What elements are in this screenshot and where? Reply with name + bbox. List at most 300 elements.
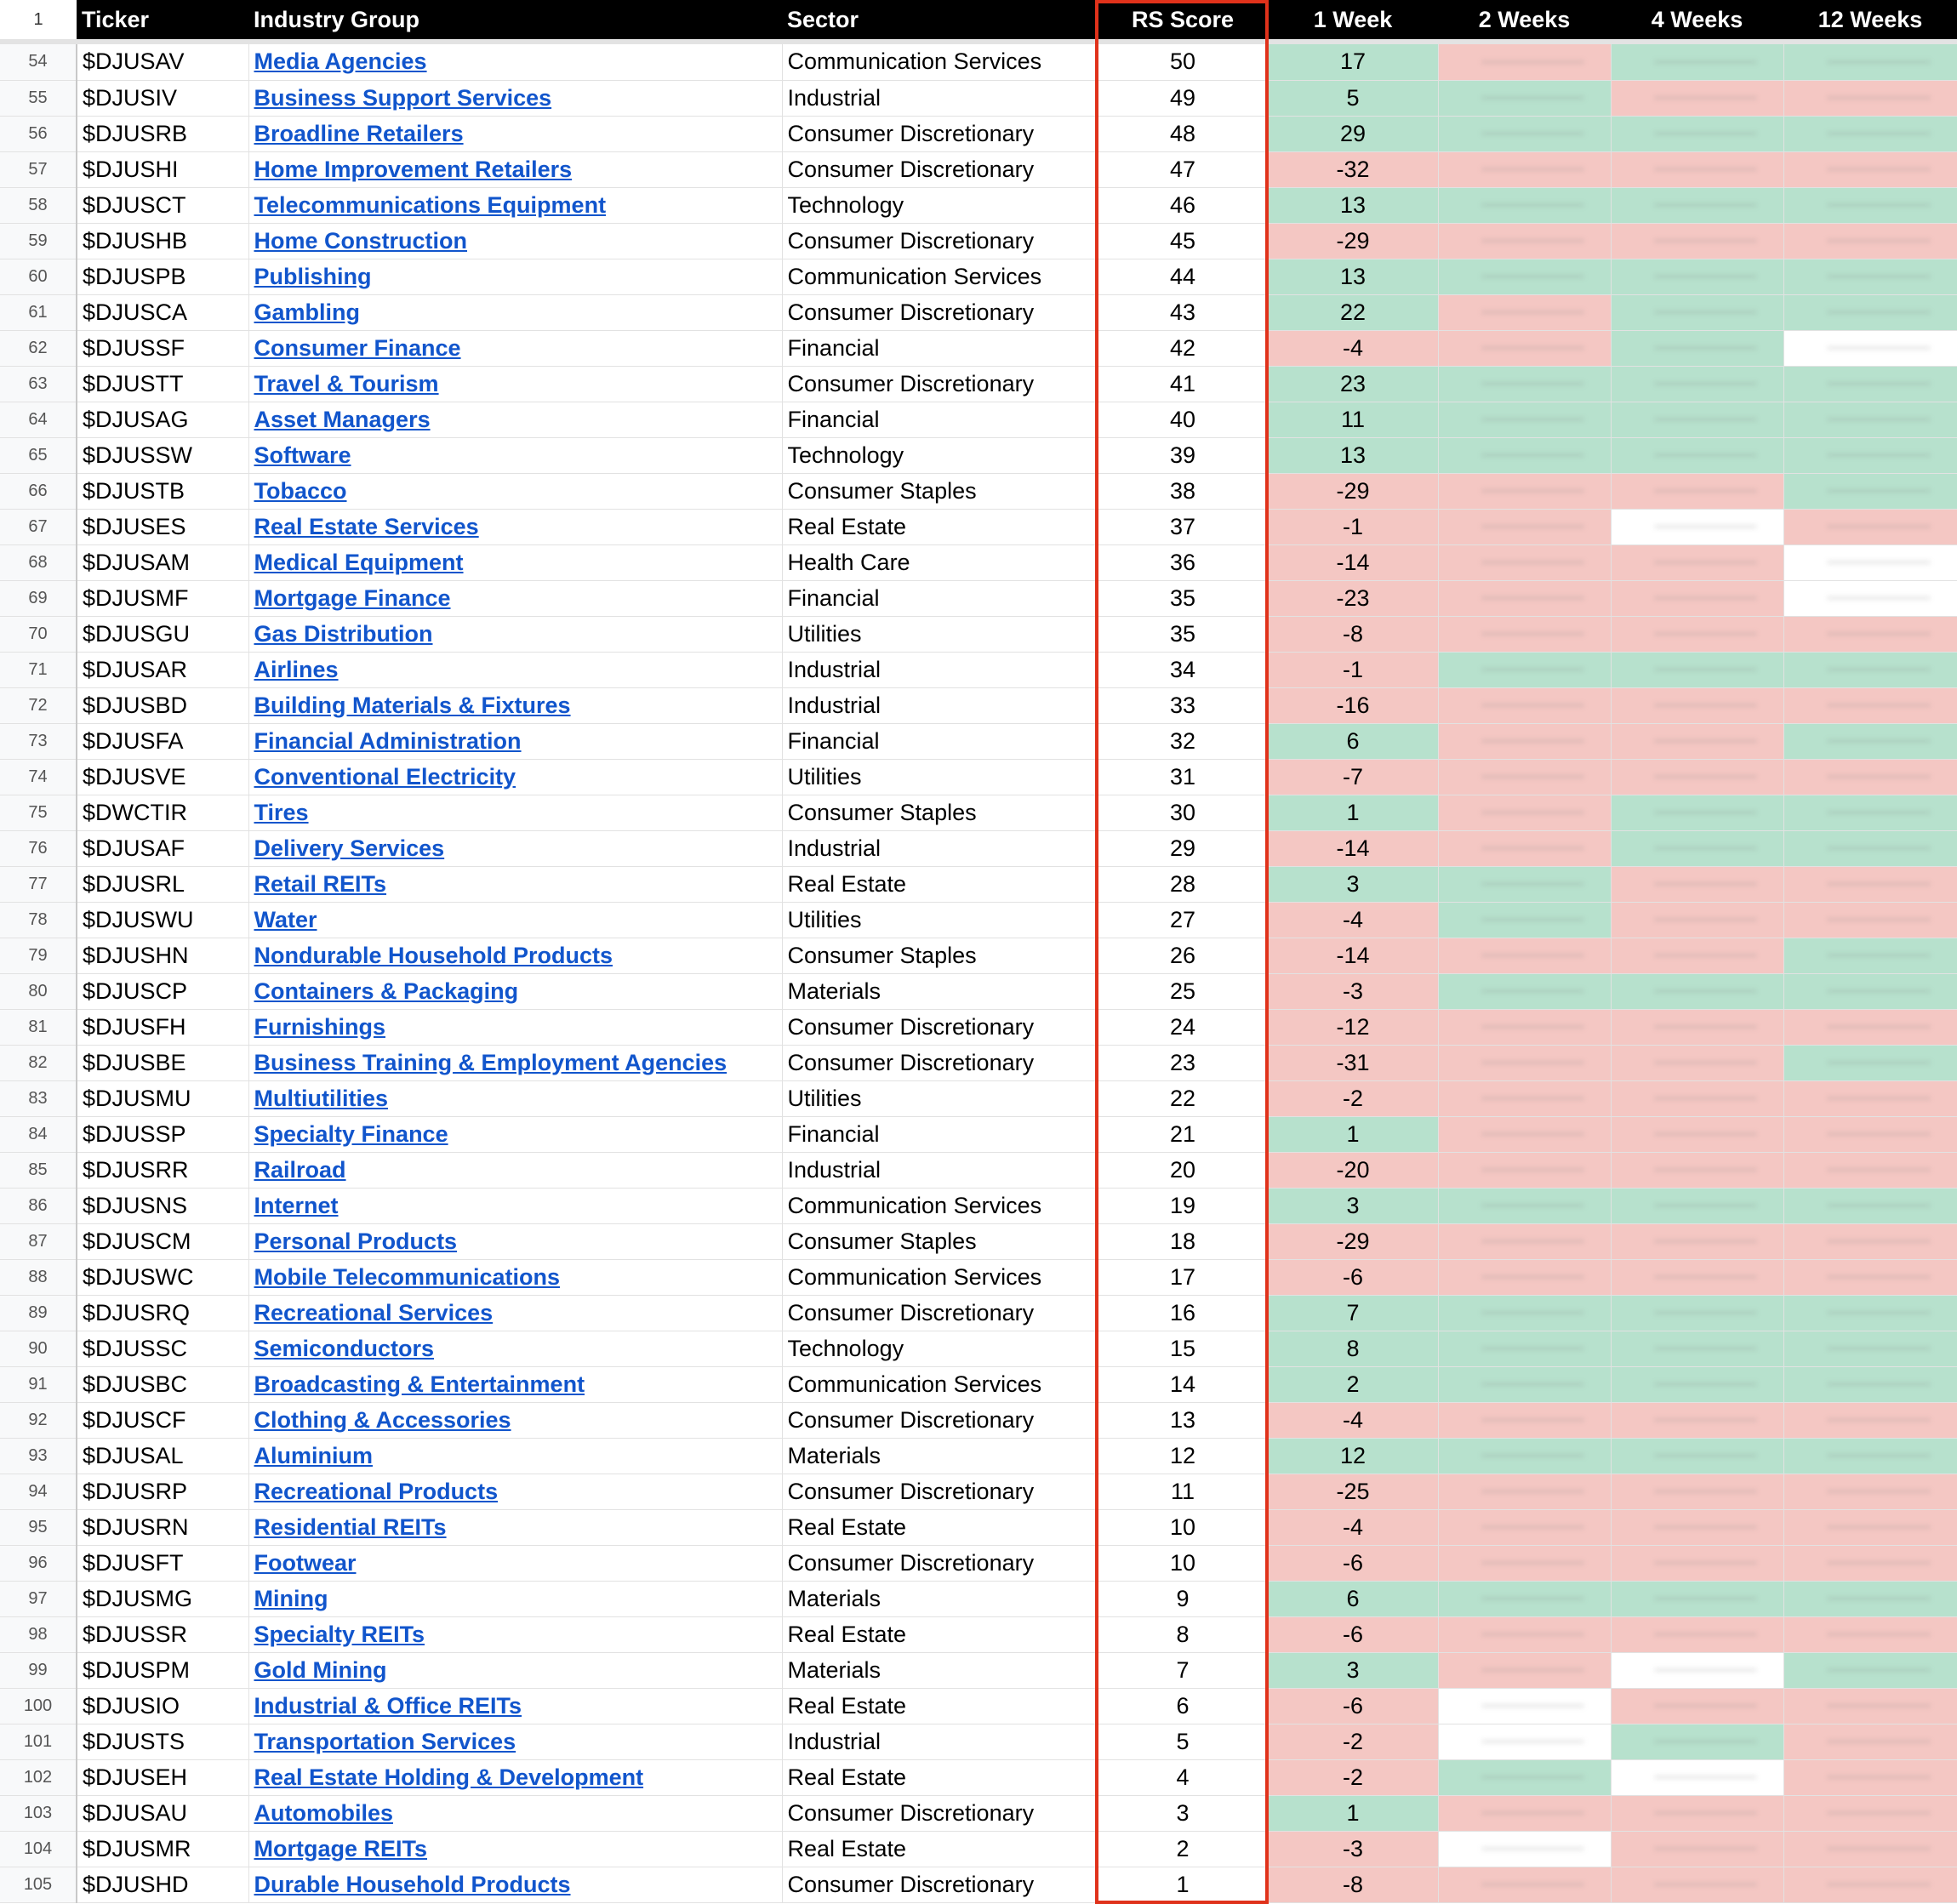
table-row[interactable] [0,259,1957,294]
ticker-cell[interactable]: $DJUSSC [77,1331,248,1366]
twelve-weeks-cell[interactable] [1783,1259,1957,1295]
one-week-cell[interactable]: -8 [1268,1867,1438,1902]
ticker-cell[interactable]: $DJUSRP [77,1474,248,1509]
twelve-weeks-cell[interactable] [1783,509,1957,544]
row-number[interactable]: 73 [0,723,77,759]
rs-score-cell[interactable]: 44 [1098,259,1268,294]
sector-cell[interactable]: Consumer Discretionary [782,1867,1098,1902]
ticker-cell[interactable]: $DJUSWU [77,902,248,938]
twelve-weeks-cell[interactable] [1783,80,1957,116]
industry-group-cell[interactable] [248,1402,782,1438]
ticker-cell[interactable]: $DJUSCA [77,294,248,330]
twelve-weeks-cell[interactable] [1783,473,1957,509]
one-week-cell[interactable]: -4 [1268,1509,1438,1545]
industry-group-cell[interactable] [248,1331,782,1366]
two-weeks-cell[interactable] [1438,1080,1611,1116]
industry-group-cell[interactable] [248,973,782,1009]
four-weeks-cell[interactable] [1611,1080,1783,1116]
industry-group-link[interactable]: Home Improvement Retailers [254,156,573,182]
table-row[interactable] [0,938,1957,973]
row-number[interactable]: 56 [0,116,77,151]
row-number[interactable]: 99 [0,1652,77,1688]
industry-group-link[interactable]: Semiconductors [254,1335,435,1361]
twelve-weeks-cell[interactable] [1783,1795,1957,1831]
table-row[interactable] [0,795,1957,830]
row-number[interactable]: 105 [0,1867,77,1902]
table-row[interactable] [0,1331,1957,1366]
twelve-weeks-cell[interactable] [1783,44,1957,80]
two-weeks-cell[interactable] [1438,366,1611,402]
ticker-cell[interactable]: $DJUSHD [77,1867,248,1902]
twelve-weeks-cell[interactable] [1783,652,1957,687]
industry-group-cell[interactable] [248,1867,782,1902]
table-row[interactable] [0,1616,1957,1652]
industry-group-cell[interactable] [248,938,782,973]
column-header-sector[interactable]: Sector [782,0,1098,39]
one-week-cell[interactable]: 13 [1268,437,1438,473]
table-row[interactable] [0,1366,1957,1402]
rs-score-cell[interactable]: 25 [1098,973,1268,1009]
industry-group-link[interactable]: Gambling [254,299,361,325]
row-number[interactable]: 70 [0,616,77,652]
four-weeks-cell[interactable] [1611,1152,1783,1188]
industry-group-link[interactable]: Aluminium [254,1442,373,1468]
industry-group-cell[interactable] [248,544,782,580]
two-weeks-cell[interactable] [1438,830,1611,866]
one-week-cell[interactable]: 3 [1268,866,1438,902]
ticker-cell[interactable]: $DJUSTS [77,1724,248,1759]
industry-group-cell[interactable] [248,616,782,652]
row-number[interactable]: 88 [0,1259,77,1295]
twelve-weeks-cell[interactable] [1783,151,1957,187]
four-weeks-cell[interactable] [1611,1259,1783,1295]
row-number[interactable]: 96 [0,1545,77,1581]
table-row[interactable] [0,830,1957,866]
four-weeks-cell[interactable] [1611,80,1783,116]
sector-cell[interactable]: Consumer Discretionary [782,1545,1098,1581]
rs-score-cell[interactable]: 9 [1098,1581,1268,1616]
table-row[interactable] [0,1795,1957,1831]
table-row[interactable] [0,473,1957,509]
two-weeks-cell[interactable] [1438,1438,1611,1474]
one-week-cell[interactable]: -23 [1268,580,1438,616]
twelve-weeks-cell[interactable] [1783,1867,1957,1902]
twelve-weeks-cell[interactable] [1783,795,1957,830]
twelve-weeks-cell[interactable] [1783,1581,1957,1616]
sector-cell[interactable]: Utilities [782,902,1098,938]
industry-group-link[interactable]: Tires [254,799,309,825]
sector-cell[interactable]: Utilities [782,759,1098,795]
twelve-weeks-cell[interactable] [1783,1652,1957,1688]
row-number[interactable]: 61 [0,294,77,330]
row-number[interactable]: 80 [0,973,77,1009]
sector-cell[interactable]: Consumer Discretionary [782,1795,1098,1831]
ticker-cell[interactable]: $DJUSCM [77,1223,248,1259]
rs-score-cell[interactable]: 42 [1098,330,1268,366]
two-weeks-cell[interactable] [1438,1223,1611,1259]
rs-score-cell[interactable]: 33 [1098,687,1268,723]
four-weeks-cell[interactable] [1611,759,1783,795]
four-weeks-cell[interactable] [1611,1223,1783,1259]
industry-group-cell[interactable] [248,1545,782,1581]
industry-group-link[interactable]: Gold Mining [254,1656,387,1683]
industry-group-link[interactable]: Recreational Services [254,1299,494,1325]
table-row[interactable] [0,652,1957,687]
four-weeks-cell[interactable] [1611,509,1783,544]
ticker-cell[interactable]: $DJUSFA [77,723,248,759]
industry-group-link[interactable]: Travel & Tourism [254,370,439,396]
sector-cell[interactable]: Industrial [782,1152,1098,1188]
table-row[interactable] [0,437,1957,473]
row-number[interactable]: 97 [0,1581,77,1616]
two-weeks-cell[interactable] [1438,259,1611,294]
row-number[interactable]: 104 [0,1831,77,1867]
sector-cell[interactable]: Industrial [782,652,1098,687]
industry-group-cell[interactable] [248,1616,782,1652]
one-week-cell[interactable]: 1 [1268,1795,1438,1831]
sector-cell[interactable]: Financial [782,1116,1098,1152]
sector-cell[interactable]: Consumer Discretionary [782,1402,1098,1438]
ticker-cell[interactable]: $DJUSNS [77,1188,248,1223]
two-weeks-cell[interactable] [1438,44,1611,80]
row-number[interactable]: 95 [0,1509,77,1545]
ticker-cell[interactable]: $DJUSAM [77,544,248,580]
twelve-weeks-cell[interactable] [1783,1616,1957,1652]
industry-group-link[interactable]: Building Materials & Fixtures [254,692,571,718]
four-weeks-cell[interactable] [1611,1724,1783,1759]
industry-group-link[interactable]: Automobiles [254,1799,394,1826]
ticker-cell[interactable]: $DJUSCT [77,187,248,223]
industry-group-cell[interactable] [248,437,782,473]
two-weeks-cell[interactable] [1438,1295,1611,1331]
ticker-cell[interactable]: $DJUSEH [77,1759,248,1795]
ticker-cell[interactable]: $DJUSAL [77,1438,248,1474]
sector-cell[interactable]: Consumer Discretionary [782,151,1098,187]
column-header-4-weeks[interactable]: 4 Weeks [1611,0,1783,39]
one-week-cell[interactable]: 1 [1268,1116,1438,1152]
ticker-cell[interactable]: $DJUSRB [77,116,248,151]
row-number[interactable]: 90 [0,1331,77,1366]
industry-group-cell[interactable] [248,1438,782,1474]
one-week-cell[interactable]: 23 [1268,366,1438,402]
industry-group-cell[interactable] [248,1009,782,1045]
industry-group-cell[interactable] [248,259,782,294]
industry-group-link[interactable]: Airlines [254,656,339,682]
industry-group-cell[interactable] [248,366,782,402]
sector-cell[interactable]: Technology [782,187,1098,223]
industry-group-cell[interactable] [248,1223,782,1259]
industry-group-link[interactable]: Business Training & Employment Agencies [254,1049,727,1075]
row-number[interactable]: 79 [0,938,77,973]
twelve-weeks-cell[interactable] [1783,330,1957,366]
rs-score-cell[interactable]: 34 [1098,652,1268,687]
four-weeks-cell[interactable] [1611,1759,1783,1795]
sector-cell[interactable]: Communication Services [782,259,1098,294]
industry-group-cell[interactable] [248,509,782,544]
four-weeks-cell[interactable] [1611,223,1783,259]
sector-cell[interactable]: Consumer Discretionary [782,1474,1098,1509]
four-weeks-cell[interactable] [1611,580,1783,616]
one-week-cell[interactable]: 22 [1268,294,1438,330]
two-weeks-cell[interactable] [1438,1009,1611,1045]
twelve-weeks-cell[interactable] [1783,1080,1957,1116]
one-week-cell[interactable]: -2 [1268,1080,1438,1116]
twelve-weeks-cell[interactable] [1783,437,1957,473]
rs-score-cell[interactable]: 23 [1098,1045,1268,1080]
rs-score-cell[interactable]: 35 [1098,580,1268,616]
four-weeks-cell[interactable] [1611,116,1783,151]
industry-group-cell[interactable] [248,866,782,902]
row-number[interactable]: 57 [0,151,77,187]
rs-score-cell[interactable]: 35 [1098,616,1268,652]
row-number[interactable]: 75 [0,795,77,830]
sector-cell[interactable]: Consumer Staples [782,473,1098,509]
row-number[interactable]: 85 [0,1152,77,1188]
two-weeks-cell[interactable] [1438,509,1611,544]
industry-group-link[interactable]: Media Agencies [254,48,427,75]
four-weeks-cell[interactable] [1611,902,1783,938]
one-week-cell[interactable]: -29 [1268,223,1438,259]
industry-group-cell[interactable] [248,1116,782,1152]
twelve-weeks-cell[interactable] [1783,1152,1957,1188]
industry-group-link[interactable]: Home Construction [254,227,468,254]
industry-group-link[interactable]: Containers & Packaging [254,978,519,1004]
table-row[interactable] [0,1831,1957,1867]
industry-group-cell[interactable] [248,187,782,223]
two-weeks-cell[interactable] [1438,759,1611,795]
row-number[interactable]: 77 [0,866,77,902]
industry-group-link[interactable]: Durable Household Products [254,1871,571,1897]
twelve-weeks-cell[interactable] [1783,1509,1957,1545]
industry-group-cell[interactable] [248,294,782,330]
sector-cell[interactable]: Consumer Staples [782,938,1098,973]
ticker-cell[interactable]: $DJUSAU [77,1795,248,1831]
sector-cell[interactable]: Consumer Discretionary [782,366,1098,402]
ticker-cell[interactable]: $DJUSRQ [77,1295,248,1331]
industry-group-link[interactable]: Delivery Services [254,835,445,861]
industry-group-link[interactable]: Real Estate Holding & Development [254,1764,644,1790]
industry-group-link[interactable]: Tobacco [254,477,347,504]
one-week-cell[interactable]: -8 [1268,616,1438,652]
four-weeks-cell[interactable] [1611,1009,1783,1045]
twelve-weeks-cell[interactable] [1783,259,1957,294]
row-number[interactable]: 66 [0,473,77,509]
row-number[interactable]: 100 [0,1688,77,1724]
sector-cell[interactable]: Materials [782,1652,1098,1688]
rs-score-cell[interactable]: 37 [1098,509,1268,544]
ticker-cell[interactable]: $DJUSFT [77,1545,248,1581]
four-weeks-cell[interactable] [1611,652,1783,687]
industry-group-cell[interactable] [248,1581,782,1616]
four-weeks-cell[interactable] [1611,1581,1783,1616]
four-weeks-cell[interactable] [1611,473,1783,509]
four-weeks-cell[interactable] [1611,1438,1783,1474]
ticker-cell[interactable]: $DJUSMF [77,580,248,616]
industry-group-link[interactable]: Railroad [254,1156,346,1183]
table-row[interactable] [0,1080,1957,1116]
one-week-cell[interactable]: -1 [1268,652,1438,687]
four-weeks-cell[interactable] [1611,1295,1783,1331]
two-weeks-cell[interactable] [1438,1545,1611,1581]
one-week-cell[interactable]: 13 [1268,187,1438,223]
four-weeks-cell[interactable] [1611,1045,1783,1080]
industry-group-cell[interactable] [248,1152,782,1188]
industry-group-cell[interactable] [248,330,782,366]
rs-score-cell[interactable]: 48 [1098,116,1268,151]
rs-score-cell[interactable]: 18 [1098,1223,1268,1259]
industry-group-cell[interactable] [248,830,782,866]
one-week-cell[interactable]: -6 [1268,1545,1438,1581]
industry-group-cell[interactable] [248,902,782,938]
rs-score-cell[interactable]: 24 [1098,1009,1268,1045]
four-weeks-cell[interactable] [1611,294,1783,330]
rs-score-cell[interactable]: 27 [1098,902,1268,938]
two-weeks-cell[interactable] [1438,223,1611,259]
two-weeks-cell[interactable] [1438,330,1611,366]
two-weeks-cell[interactable] [1438,723,1611,759]
rs-score-cell[interactable]: 19 [1098,1188,1268,1223]
one-week-cell[interactable]: 6 [1268,723,1438,759]
sector-cell[interactable]: Consumer Discretionary [782,1045,1098,1080]
industry-group-cell[interactable] [248,1831,782,1867]
one-week-cell[interactable]: -4 [1268,1402,1438,1438]
ticker-cell[interactable]: $DJUSHB [77,223,248,259]
industry-group-link[interactable]: Conventional Electricity [254,763,516,790]
industry-group-link[interactable]: Broadline Retailers [254,120,464,146]
industry-group-link[interactable]: Retail REITs [254,870,387,897]
industry-group-link[interactable]: Mortgage Finance [254,584,451,611]
one-week-cell[interactable]: 5 [1268,80,1438,116]
rs-score-cell[interactable]: 38 [1098,473,1268,509]
four-weeks-cell[interactable] [1611,1831,1783,1867]
sector-cell[interactable]: Industrial [782,1724,1098,1759]
table-row[interactable] [0,187,1957,223]
row-number[interactable]: 69 [0,580,77,616]
four-weeks-cell[interactable] [1611,795,1783,830]
industry-group-cell[interactable] [248,1366,782,1402]
one-week-cell[interactable]: -3 [1268,1831,1438,1867]
one-week-cell[interactable]: -6 [1268,1688,1438,1724]
two-weeks-cell[interactable] [1438,1188,1611,1223]
table-row[interactable] [0,1223,1957,1259]
row-number[interactable]: 103 [0,1795,77,1831]
ticker-cell[interactable]: $DJUSPB [77,259,248,294]
ticker-cell[interactable]: $DJUSCF [77,1402,248,1438]
industry-group-link[interactable]: Specialty REITs [254,1621,425,1647]
four-weeks-cell[interactable] [1611,687,1783,723]
ticker-cell[interactable]: $DJUSHI [77,151,248,187]
ticker-cell[interactable]: $DJUSAV [77,44,248,80]
two-weeks-cell[interactable] [1438,1724,1611,1759]
table-row[interactable] [0,1009,1957,1045]
ticker-cell[interactable]: $DJUSWC [77,1259,248,1295]
sector-cell[interactable]: Utilities [782,616,1098,652]
four-weeks-cell[interactable] [1611,402,1783,437]
two-weeks-cell[interactable] [1438,1259,1611,1295]
sector-cell[interactable]: Technology [782,1331,1098,1366]
twelve-weeks-cell[interactable] [1783,866,1957,902]
sector-cell[interactable]: Communication Services [782,44,1098,80]
ticker-cell[interactable]: $DJUSRN [77,1509,248,1545]
two-weeks-cell[interactable] [1438,437,1611,473]
industry-group-link[interactable]: Real Estate Services [254,513,479,539]
rs-score-cell[interactable]: 6 [1098,1688,1268,1724]
sector-cell[interactable]: Communication Services [782,1259,1098,1295]
twelve-weeks-cell[interactable] [1783,223,1957,259]
two-weeks-cell[interactable] [1438,544,1611,580]
one-week-cell[interactable]: 6 [1268,1581,1438,1616]
rs-score-cell[interactable]: 8 [1098,1616,1268,1652]
row-number[interactable]: 60 [0,259,77,294]
table-row[interactable] [0,44,1957,80]
row-number[interactable]: 93 [0,1438,77,1474]
industry-group-link[interactable]: Personal Products [254,1228,458,1254]
sector-cell[interactable]: Financial [782,723,1098,759]
one-week-cell[interactable]: -4 [1268,330,1438,366]
one-week-cell[interactable]: -14 [1268,938,1438,973]
column-header-1-week[interactable]: 1 Week [1268,0,1438,39]
twelve-weeks-cell[interactable] [1783,366,1957,402]
one-week-cell[interactable]: -2 [1268,1724,1438,1759]
ticker-cell[interactable]: $DJUSAR [77,652,248,687]
column-header-ticker[interactable]: Ticker [77,0,248,39]
table-row[interactable] [0,1867,1957,1902]
ticker-cell[interactable]: $DJUSPM [77,1652,248,1688]
industry-group-cell[interactable] [248,1474,782,1509]
two-weeks-cell[interactable] [1438,402,1611,437]
rs-score-cell[interactable]: 49 [1098,80,1268,116]
two-weeks-cell[interactable] [1438,1045,1611,1080]
row-number[interactable]: 65 [0,437,77,473]
ticker-cell[interactable]: $DJUSVE [77,759,248,795]
ticker-cell[interactable]: $DJUSMR [77,1831,248,1867]
sector-cell[interactable]: Technology [782,437,1098,473]
industry-group-cell[interactable] [248,580,782,616]
industry-group-cell[interactable] [248,1045,782,1080]
four-weeks-cell[interactable] [1611,544,1783,580]
two-weeks-cell[interactable] [1438,1759,1611,1795]
industry-group-cell[interactable] [248,1688,782,1724]
industry-group-cell[interactable] [248,116,782,151]
industry-group-cell[interactable] [248,473,782,509]
one-week-cell[interactable]: 11 [1268,402,1438,437]
ticker-cell[interactable]: $DJUSFH [77,1009,248,1045]
ticker-cell[interactable]: $DJUSTB [77,473,248,509]
rs-score-cell[interactable]: 47 [1098,151,1268,187]
ticker-cell[interactable]: $DJUSCP [77,973,248,1009]
table-row[interactable] [0,759,1957,795]
table-row[interactable] [0,1688,1957,1724]
row-number[interactable]: 78 [0,902,77,938]
sector-cell[interactable]: Real Estate [782,509,1098,544]
ticker-cell[interactable]: $DJUSMG [77,1581,248,1616]
four-weeks-cell[interactable] [1611,723,1783,759]
industry-group-link[interactable]: Furnishings [254,1013,385,1040]
twelve-weeks-cell[interactable] [1783,1724,1957,1759]
two-weeks-cell[interactable] [1438,1652,1611,1688]
table-row[interactable] [0,1474,1957,1509]
row-number[interactable]: 81 [0,1009,77,1045]
rs-score-cell[interactable]: 32 [1098,723,1268,759]
ticker-cell[interactable]: $DJUSBD [77,687,248,723]
sector-cell[interactable]: Real Estate [782,1759,1098,1795]
industry-group-cell[interactable] [248,1188,782,1223]
table-row[interactable] [0,1402,1957,1438]
one-week-cell[interactable]: -31 [1268,1045,1438,1080]
industry-group-cell[interactable] [248,1509,782,1545]
twelve-weeks-cell[interactable] [1783,687,1957,723]
one-week-cell[interactable]: 29 [1268,116,1438,151]
